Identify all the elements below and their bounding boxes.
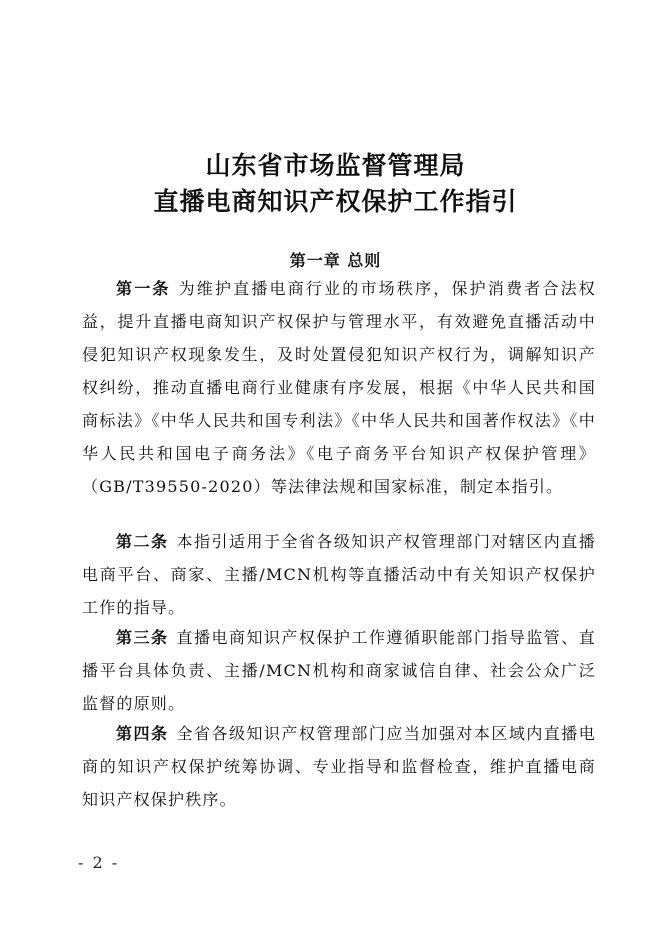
article-2: [82, 525, 596, 624]
article-3: [82, 621, 596, 720]
article-2-text: 本指引适用于全省各级知识产权管理部门对辖区内直播电商平台、商家、主播/MCN机构等直播活动中有关知识产权保护工作的指导。: [82, 532, 596, 617]
article-3-number: 第三条: [116, 628, 169, 647]
article-1-number: 第一条: [116, 279, 171, 298]
article-1-text: 为维护直播电商行业的市场秩序，保护消费者合法权益，提升直播电商知识产权保护与管理水平，有效避免直播活动中侵犯知识产权现象发生，及时处置侵犯知识产权行为，调解知识产权纠纷，推动直播电商行业健康有序发展，根据《中华人民共和国商标法》《中华人民共和国专利法》《中华人民共和国著作权法》《中华人民共和国电子商务法》《电子商务平台知识产权保护管理》（GB/T39550-2020）等法律法规和国家标准，制定本指引。: [82, 279, 596, 496]
article-4: [82, 717, 596, 816]
document-title-line-1: 山东省市场监督管理局: [205, 151, 466, 180]
article-3-text: 直播电商知识产权保护工作遵循职能部门指导监管、直播平台具体负责、主播/MCN机构和商家诚信自律、社会公众广泛监督的原则。: [82, 628, 596, 713]
article-2-number: 第二条: [116, 532, 169, 551]
article-1: [82, 272, 596, 503]
document-title-line-2: 直播电商知识产权保护工作指引: [153, 187, 518, 216]
article-4-text: 全省各级知识产权管理部门应当加强对本区域内直播电商的知识产权保护统筹协调、专业指导和监督检查，维护直播电商知识产权保护秩序。: [82, 724, 596, 809]
article-4-number: 第四条: [116, 724, 169, 743]
page-number: - 2 -: [78, 853, 120, 872]
chapter-heading: 第一章 总则: [289, 251, 382, 270]
